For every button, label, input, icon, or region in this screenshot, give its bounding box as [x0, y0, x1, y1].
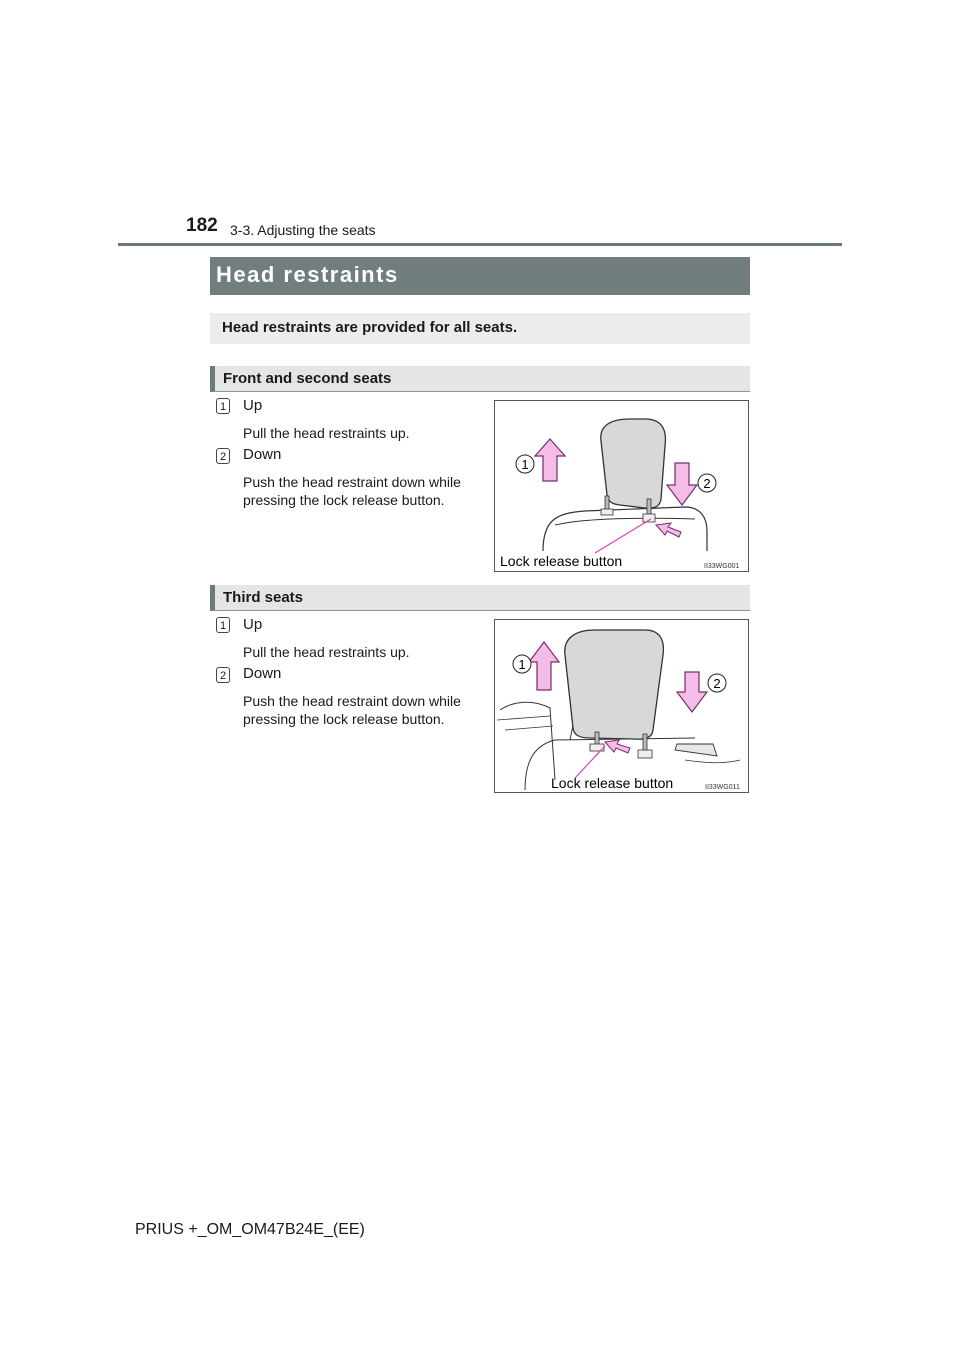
figure-front-second-seats — [494, 400, 749, 572]
page-title-bar — [210, 257, 750, 295]
step-title: Up — [243, 397, 263, 414]
figure-label-1: 1 — [521, 457, 529, 472]
step-description: Push the head restraint down while pressing the lock release button. — [243, 693, 461, 727]
section-heading-third-seats — [210, 585, 750, 611]
step-number-badge: 1 — [216, 398, 230, 414]
figure-label-2: 2 — [703, 476, 711, 491]
step-title: Down — [243, 446, 282, 463]
step-description: Pull the head restraints up. — [243, 425, 410, 441]
footer-doc-id: PRIUS +_OM_OM47B24E_(EE) — [135, 1221, 365, 1238]
figure-callout-lock-release: Lock release button — [551, 775, 674, 791]
figure-code: II33WG001 — [704, 563, 740, 570]
head-restraint-illustration — [495, 401, 750, 573]
figure-code: II33WG011 — [705, 784, 740, 791]
section-heading-front-second — [210, 366, 750, 392]
step-description: Pull the head restraints up. — [243, 644, 410, 660]
figure-callout-lock-release: Lock release button — [500, 553, 623, 569]
figure-third-seats — [494, 619, 749, 793]
step-number-badge: 2 — [216, 667, 230, 683]
section-heading-text: Front and second seats — [223, 370, 392, 387]
figure-label-2: 2 — [713, 676, 721, 691]
page-title: Head restraints — [216, 262, 399, 287]
head-restraint-illustration — [495, 620, 750, 794]
header-rule — [118, 243, 842, 246]
figure-label-1: 1 — [518, 657, 526, 672]
step-description: Push the head restraint down while pressing the lock release button. — [243, 474, 461, 508]
step-title: Up — [243, 616, 263, 633]
step-number-badge: 2 — [216, 448, 230, 464]
step-number-badge: 1 — [216, 617, 230, 633]
intro-box — [210, 313, 750, 344]
section-heading-text: Third seats — [223, 589, 304, 606]
intro-text: Head restraints are provided for all seats. — [222, 319, 518, 336]
page-number: 182 — [186, 215, 218, 236]
step-title: Down — [243, 665, 282, 682]
section-label: 3-3. Adjusting the seats — [230, 222, 376, 238]
